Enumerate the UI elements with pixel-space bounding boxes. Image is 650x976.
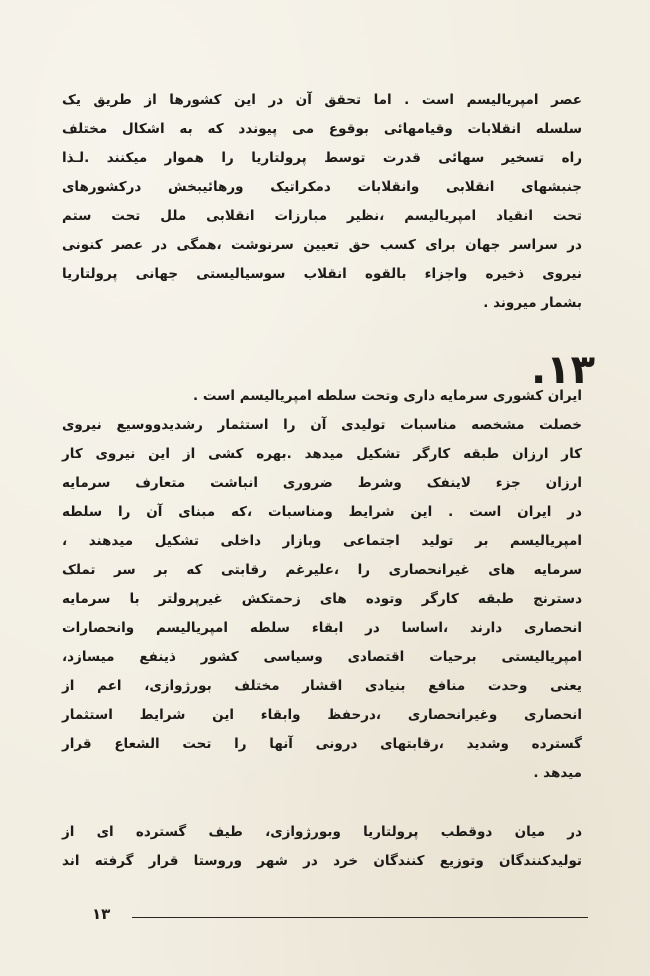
text-line: گسترده وشدید ،رقابتهای درونی آنها را تحت الشعاع قرار [62, 736, 582, 752]
page-footer [92, 902, 588, 926]
text-line: راه تسخیر سهائی قدرت توسط پرولتاریا را هموار میکنند .لـذا [62, 150, 582, 166]
text-line: میدهد . [533, 765, 582, 781]
text-line: انحصاری وغیرانحصاری ،درحفظ وابقاء این شرایط استثمار [62, 707, 582, 723]
text-line: کار ارزان طبقه کارگر تشکیل میدهد .بهره کشی از این نیروی کار [62, 446, 582, 462]
text-line: امپریالیستی برحیات اقتصادی وسیاسی کشور ذینفع میسازد، [62, 649, 582, 665]
text-line: تولیدکنندگان وتوزیع کنندگان خرد در شهر وروستا قرار گرفته اند [62, 853, 582, 869]
paragraph-1 [62, 86, 582, 318]
text-line: امپریالیسم بر تولید اجتماعی وبازار داخلی تشکیل میدهند ، [62, 533, 582, 549]
text-line: انحصاری دارند ،اساسا در ابقاء سلطه امپریالیسم وانحصارات [62, 620, 582, 636]
text-line: در ایران است . این شرایط ومناسبات ،که مبنای آن را سلطه [62, 504, 582, 520]
text-line: نیروی ذخیره واجزاء بالقوه انقلاب سوسیالیستی جهانی پرولتاریا [62, 266, 582, 282]
text-line: جنبشهای انقلابی وانقلابات دمکراتیک ورهائیبخش درکشورهای [62, 179, 582, 195]
text-line: بشمار میروند . [483, 295, 582, 311]
text-line: عصر امپریالیسم است . اما تحقق آن در این کشورها از طریق یک [62, 92, 582, 108]
text-line: سرمایه های غیرانحصاری را ،علیرغم رقابتی که بر سر تملک [62, 562, 582, 578]
text-line: ایران کشوری سرمایه داری وتحت سلطه امپریالیسم است . [193, 388, 582, 404]
text-line: در میان دوقطب پرولتاریا وبورژوازی، طیف گسترده ای از [62, 824, 582, 840]
text-line: ارزان جزء لاینفک وشرط ضروری انباشت متعارف سرمایه [62, 475, 582, 491]
text-line: تحت انقیاد امپریالیسم ،نظیر مبارزات انقلابی ملل تحت ستم [62, 208, 582, 224]
paragraph-3 [62, 818, 582, 876]
text-line: سلسله انقلابات وقیامهائی بوقوع می پیوندد که به اشکال مختلف [62, 121, 582, 137]
text-line: یعنی وحدت منافع بنیادی اقشار مختلف بورژوازی، اعم از [62, 678, 582, 694]
text-line: دسترنج طبقه کارگر وتوده های زحمتکش غیرپرولتر با سرمایه [62, 591, 582, 607]
text-line: خصلت مشخصه مناسبات تولیدی آن را استثمار رشدیدووسیع نیروی [62, 417, 582, 433]
paragraph-2 [62, 382, 582, 788]
section-number: ۱۳. [530, 347, 595, 393]
page-number: ۱۳ [92, 905, 111, 923]
text-line: در سراسر جهان برای کسب حق تعیین سرنوشت ،همگی در عصر کنونی [62, 237, 582, 253]
footer-rule [132, 917, 588, 918]
